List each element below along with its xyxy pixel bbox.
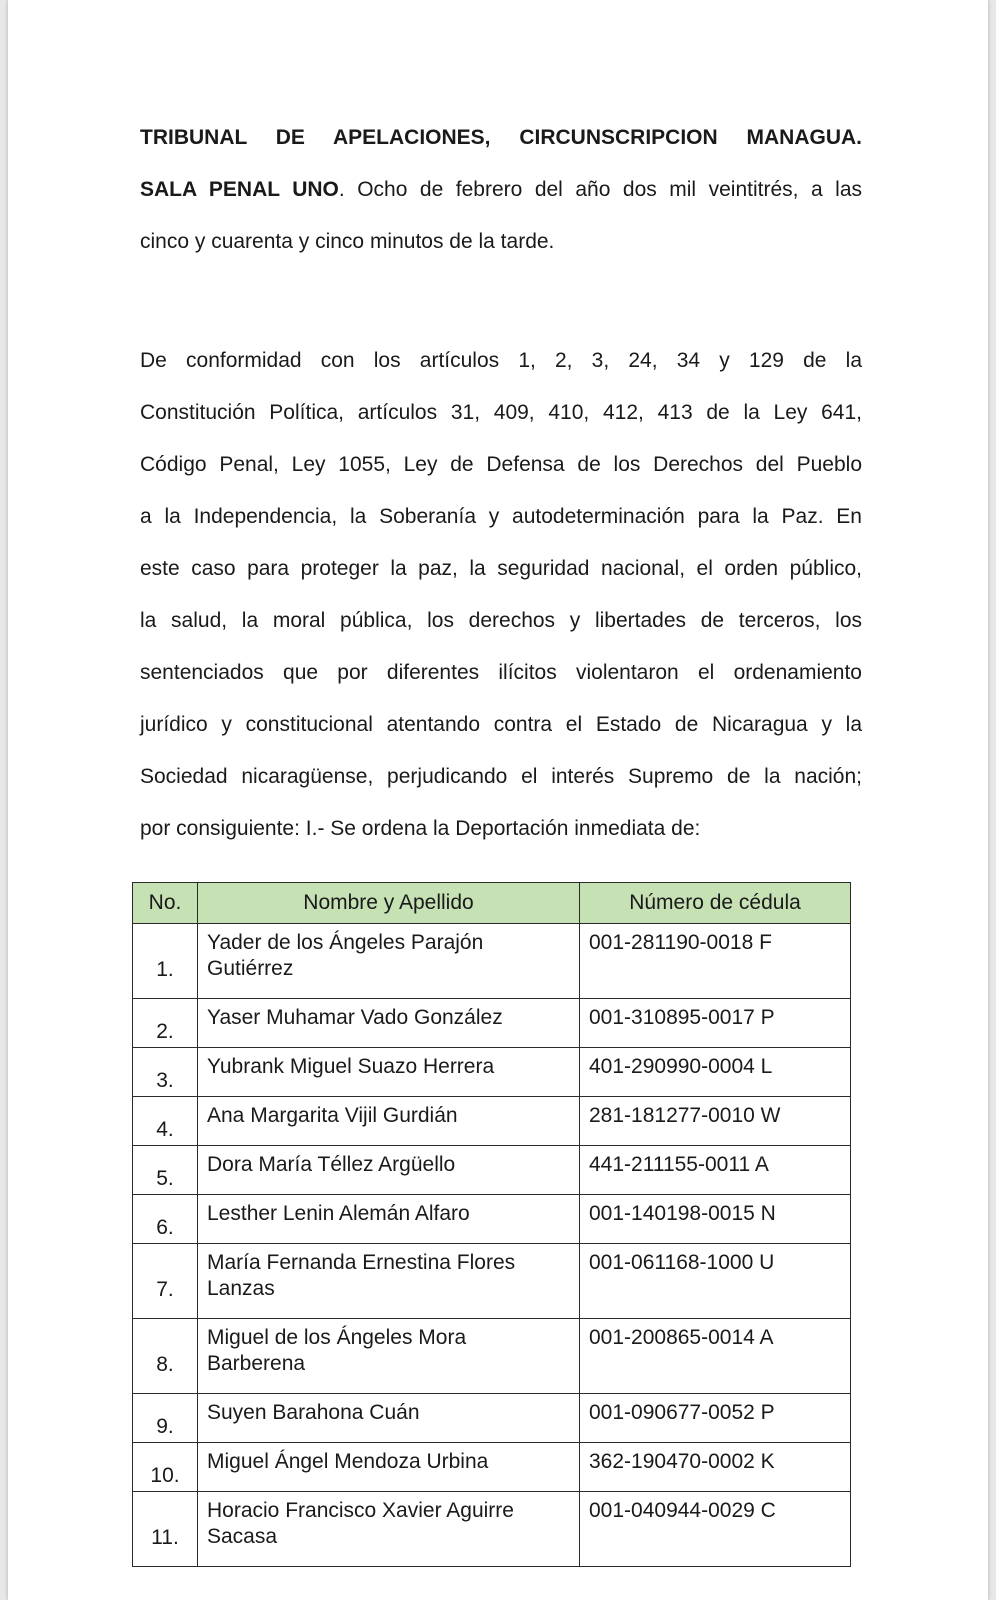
row-name: Miguel de los Ángeles Mora Barberena xyxy=(198,1319,580,1394)
row-id-number: 401-290990-0004 L xyxy=(580,1048,851,1097)
heading-time-text: cinco y cuarenta y cinco minutos de la tarde. xyxy=(140,230,555,253)
paragraph-line: Constitución Política, artículos 31, 409, 410, 412, 413 de la Ley 641, xyxy=(140,401,862,424)
row-number: 1. xyxy=(133,924,198,999)
row-name: Dora María Téllez Argüello xyxy=(198,1146,580,1195)
row-name: Horacio Francisco Xavier Aguirre Sacasa xyxy=(198,1492,580,1567)
heading-date-text: . Ocho de febrero del año dos mil veintitrés, a las xyxy=(338,178,863,201)
row-number: 11. xyxy=(133,1492,198,1567)
paragraph-line: Sociedad nicaragüense, perjudicando el interés Supremo de la nación; xyxy=(140,765,862,788)
row-id-number: 362-190470-0002 K xyxy=(580,1443,851,1492)
row-number: 10. xyxy=(133,1443,198,1492)
row-number: 7. xyxy=(133,1244,198,1319)
document-heading xyxy=(140,112,862,268)
table-row xyxy=(133,1443,851,1492)
column-header-id: Número de cédula xyxy=(580,883,851,924)
court-name: TRIBUNAL DE APELACIONES, CIRCUNSCRIPCION MANAGUA. xyxy=(140,126,862,149)
row-number: 9. xyxy=(133,1394,198,1443)
paragraph-line: De conformidad con los artículos 1, 2, 3, 24, 34 y 129 de la xyxy=(140,349,862,372)
table-row xyxy=(133,1048,851,1097)
table-row xyxy=(133,1097,851,1146)
table-row xyxy=(133,1492,851,1567)
deportation-table xyxy=(132,882,851,1567)
row-name: María Fernanda Ernestina Flores Lanzas xyxy=(198,1244,580,1319)
row-id-number: 001-140198-0015 N xyxy=(580,1195,851,1244)
row-id-number: 001-040944-0029 C xyxy=(580,1492,851,1567)
row-id-number: 001-310895-0017 P xyxy=(580,999,851,1048)
paragraph-line: Código Penal, Ley 1055, Ley de Defensa de los Derechos del Pueblo xyxy=(140,453,862,476)
table-row xyxy=(133,924,851,999)
paragraph-line: sentenciados que por diferentes ilícitos violentaron el ordenamiento xyxy=(140,661,862,684)
row-id-number: 281-181277-0010 W xyxy=(580,1097,851,1146)
row-name: Miguel Ángel Mendoza Urbina xyxy=(198,1443,580,1492)
column-header-name: Nombre y Apellido xyxy=(198,883,580,924)
table-row xyxy=(133,1195,851,1244)
paragraph-line: la salud, la moral pública, los derechos y libertades de terceros, los xyxy=(140,609,862,632)
row-name: Lesther Lenin Alemán Alfaro xyxy=(198,1195,580,1244)
row-name: Suyen Barahona Cuán xyxy=(198,1394,580,1443)
row-name: Yubrank Miguel Suazo Herrera xyxy=(198,1048,580,1097)
table-row xyxy=(133,1394,851,1443)
sala-name: SALA PENAL UNO xyxy=(140,178,339,201)
table-row xyxy=(133,999,851,1048)
row-number: 5. xyxy=(133,1146,198,1195)
column-header-no: No. xyxy=(133,883,198,924)
paragraph-line: este caso para proteger la paz, la seguridad nacional, el orden público, xyxy=(140,557,862,580)
paragraph-line: por consiguiente: I.- Se ordena la Deportación inmediata de: xyxy=(140,817,701,840)
row-id-number: 001-090677-0052 P xyxy=(580,1394,851,1443)
row-number: 2. xyxy=(133,999,198,1048)
row-name: Ana Margarita Vijil Gurdián xyxy=(198,1097,580,1146)
row-id-number: 001-200865-0014 A xyxy=(580,1319,851,1394)
resolution-paragraph xyxy=(140,335,862,855)
table-row xyxy=(133,1244,851,1319)
heading-line-2 xyxy=(140,164,862,216)
paragraph-line: a la Independencia, la Soberanía y autodeterminación para la Paz. En xyxy=(140,505,862,528)
row-number: 8. xyxy=(133,1319,198,1394)
row-name: Yader de los Ángeles Parajón Gutiérrez xyxy=(198,924,580,999)
row-id-number: 001-281190-0018 F xyxy=(580,924,851,999)
row-number: 6. xyxy=(133,1195,198,1244)
row-number: 3. xyxy=(133,1048,198,1097)
row-id-number: 001-061168-1000 U xyxy=(580,1244,851,1319)
row-number: 4. xyxy=(133,1097,198,1146)
table-row xyxy=(133,1146,851,1195)
row-id-number: 441-211155-0011 A xyxy=(580,1146,851,1195)
table-header-row xyxy=(133,883,851,924)
document-page xyxy=(8,0,988,1600)
paragraph-line: jurídico y constitucional atentando contra el Estado de Nicaragua y la xyxy=(140,713,862,736)
table-row xyxy=(133,1319,851,1394)
row-name: Yaser Muhamar Vado González xyxy=(198,999,580,1048)
